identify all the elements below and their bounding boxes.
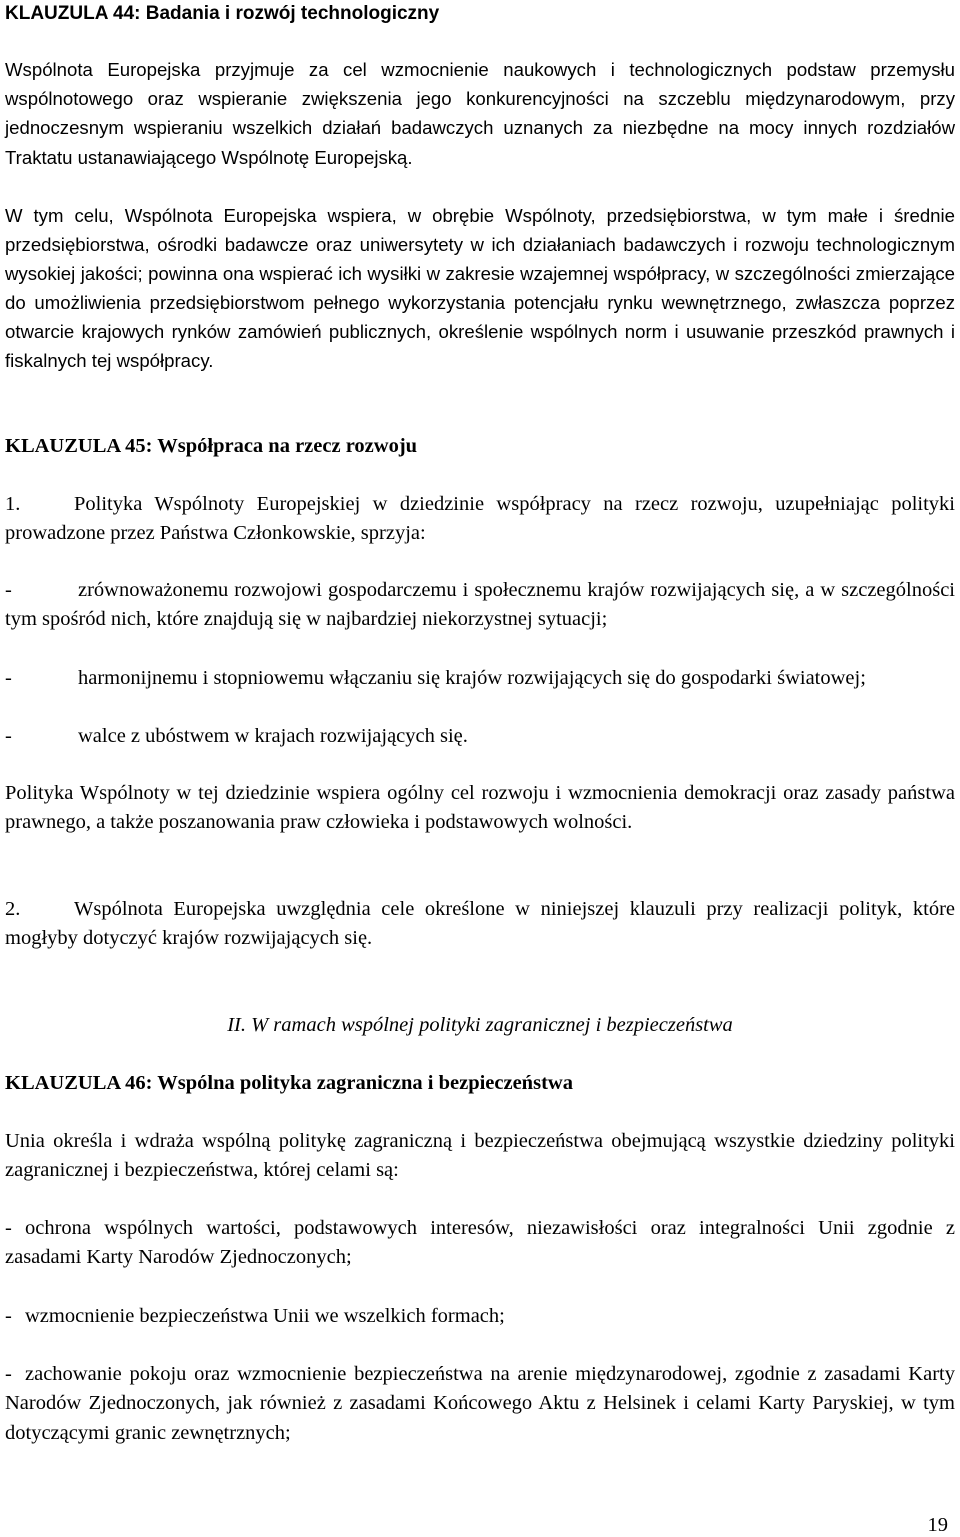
section-2-title: II. W ramach wspólnej polityki zagranicznej i bezpieczeństwa xyxy=(227,1014,733,1036)
clause-46-bullet-3 xyxy=(5,1360,955,1448)
clause-46-bullet-2-dash: - xyxy=(5,1305,12,1327)
clause-45-bullet-3-dash: - xyxy=(5,725,12,747)
clause-45-policy-paragraph: Polityka Wspólnoty w tej dziedzinie wspiera ogólny cel rozwoju i wzmocnienia demokracji oraz zasady państwa prawnego, a także poszanowania praw człowieka i podstawowych wolności. xyxy=(5,782,955,834)
clause-44-heading: KLAUZULA 44: Badania i rozwój technologiczny xyxy=(5,3,440,24)
clause-46-heading: KLAUZULA 46: Wspólna polityka zagraniczna i bezpieczeństwa xyxy=(5,1072,573,1094)
clause-45-item-2 xyxy=(5,895,955,954)
clause-45-bullet-2-text: harmonijnemu i stopniowemu włączaniu się krajów rozwijających się do gospodarki światowej; xyxy=(78,667,866,689)
clause-45-item-1-number: 1. xyxy=(5,493,21,515)
clause-45-bullet-1-dash: - xyxy=(5,579,12,601)
clause-46-intro: Unia określa i wdraża wspólną politykę zagraniczną i bezpieczeństwa obejmującą wszystkie dziedziny polityki zagranicznej i bezpieczeństwa, której celami są: xyxy=(5,1130,955,1182)
clause-46-bullet-3-dash: - xyxy=(5,1363,12,1385)
clause-45-item-1 xyxy=(5,490,955,549)
clause-45-bullet-2-dash: - xyxy=(5,667,12,689)
clause-46-bullet-1-dash: - xyxy=(5,1217,12,1239)
clause-45-bullet-3-text: walce z ubóstwem w krajach rozwijających się. xyxy=(78,725,468,747)
clause-46-bullet-2 xyxy=(5,1302,955,1331)
clause-45-item-1-text: Polityka Wspólnoty Europejskiej w dziedzinie współpracy na rzecz rozwoju, uzupełniając polityki prowadzone przez Państwa Członkowskie, sprzyja: xyxy=(5,493,955,545)
clause-45-item-2-text: Wspólnota Europejska uwzględnia cele określone w niniejszej klauzuli przy realizacji polityk, które mogłyby dotyczyć krajów rozwijających się. xyxy=(5,898,955,950)
clause-45-bullet-2 xyxy=(5,664,955,693)
clause-46-bullet-3-text: zachowanie pokoju oraz wzmocnienie bezpieczeństwa na arenie międzynarodowej, zgodnie z zasadami Karty Narodów Zjednoczonych, jak również z zasadami Końcowego Aktu z Helsinek i celami Karty Paryskiej, w tym dotyczącymi granic zewnętrznych; xyxy=(5,1363,955,1444)
clause-46-bullet-1 xyxy=(5,1214,955,1273)
clause-45-heading: KLAUZULA 45: Współpraca na rzecz rozwoju xyxy=(5,435,418,457)
clause-45-bullet-1 xyxy=(5,576,955,635)
clause-46-bullet-2-text: wzmocnienie bezpieczeństwa Unii we wszelkich formach; xyxy=(25,1305,505,1327)
clause-44-paragraph-1: Wspólnota Europejska przyjmuje za cel wzmocnienie naukowych i technologicznych podstaw przemysłu wspólnotowego oraz wspieranie zwiększenia jego konkurencyjności na szczeblu międzynarodowym, przy jednoczesnym wspieraniu wszelkich działań badawczych uznanych za niezbędne na mocy innych rozdziałów Traktatu ustanawiającego Wspólnotę Europejską. xyxy=(5,59,955,168)
page-number: 19 xyxy=(927,1514,948,1536)
clause-45-item-2-number: 2. xyxy=(5,898,21,920)
clause-46-bullet-1-text: ochrona wspólnych wartości, podstawowych interesów, niezawisłości oraz integralności Unii zgodnie z zasadami Karty Narodów Zjednoczonych; xyxy=(5,1217,955,1269)
clause-45-bullet-1-text: zrównoważonemu rozwojowi gospodarczemu i społecznemu krajów rozwijających się, a w szczególności tym spośród nich, które znajdują się w najbardziej niekorzystnej sytuacji; xyxy=(5,579,955,631)
clause-44-paragraph-2: W tym celu, Wspólnota Europejska wspiera, w obrębie Wspólnoty, przedsiębiorstwa, w tym małe i średnie przedsiębiorstwa, ośrodki badawcze oraz uniwersytety w ich działaniach badawczych i rozwoju technologicznym wysokiej jakości; powinna ona wspierać ich wysiłki w zakresie wzajemnej współpracy, w szczególności zmierzające do umożliwienia przedsiębiorstwom pełnego wykorzystania potencjału rynku wewnętrznego, zwłaszcza poprzez otwarcie krajowych rynków zamówień publicznych, określenie wspólnych norm i usuwanie przeszkód prawnych i fiskalnych tej współpracy. xyxy=(5,205,955,372)
clause-45-bullet-3 xyxy=(5,722,955,751)
